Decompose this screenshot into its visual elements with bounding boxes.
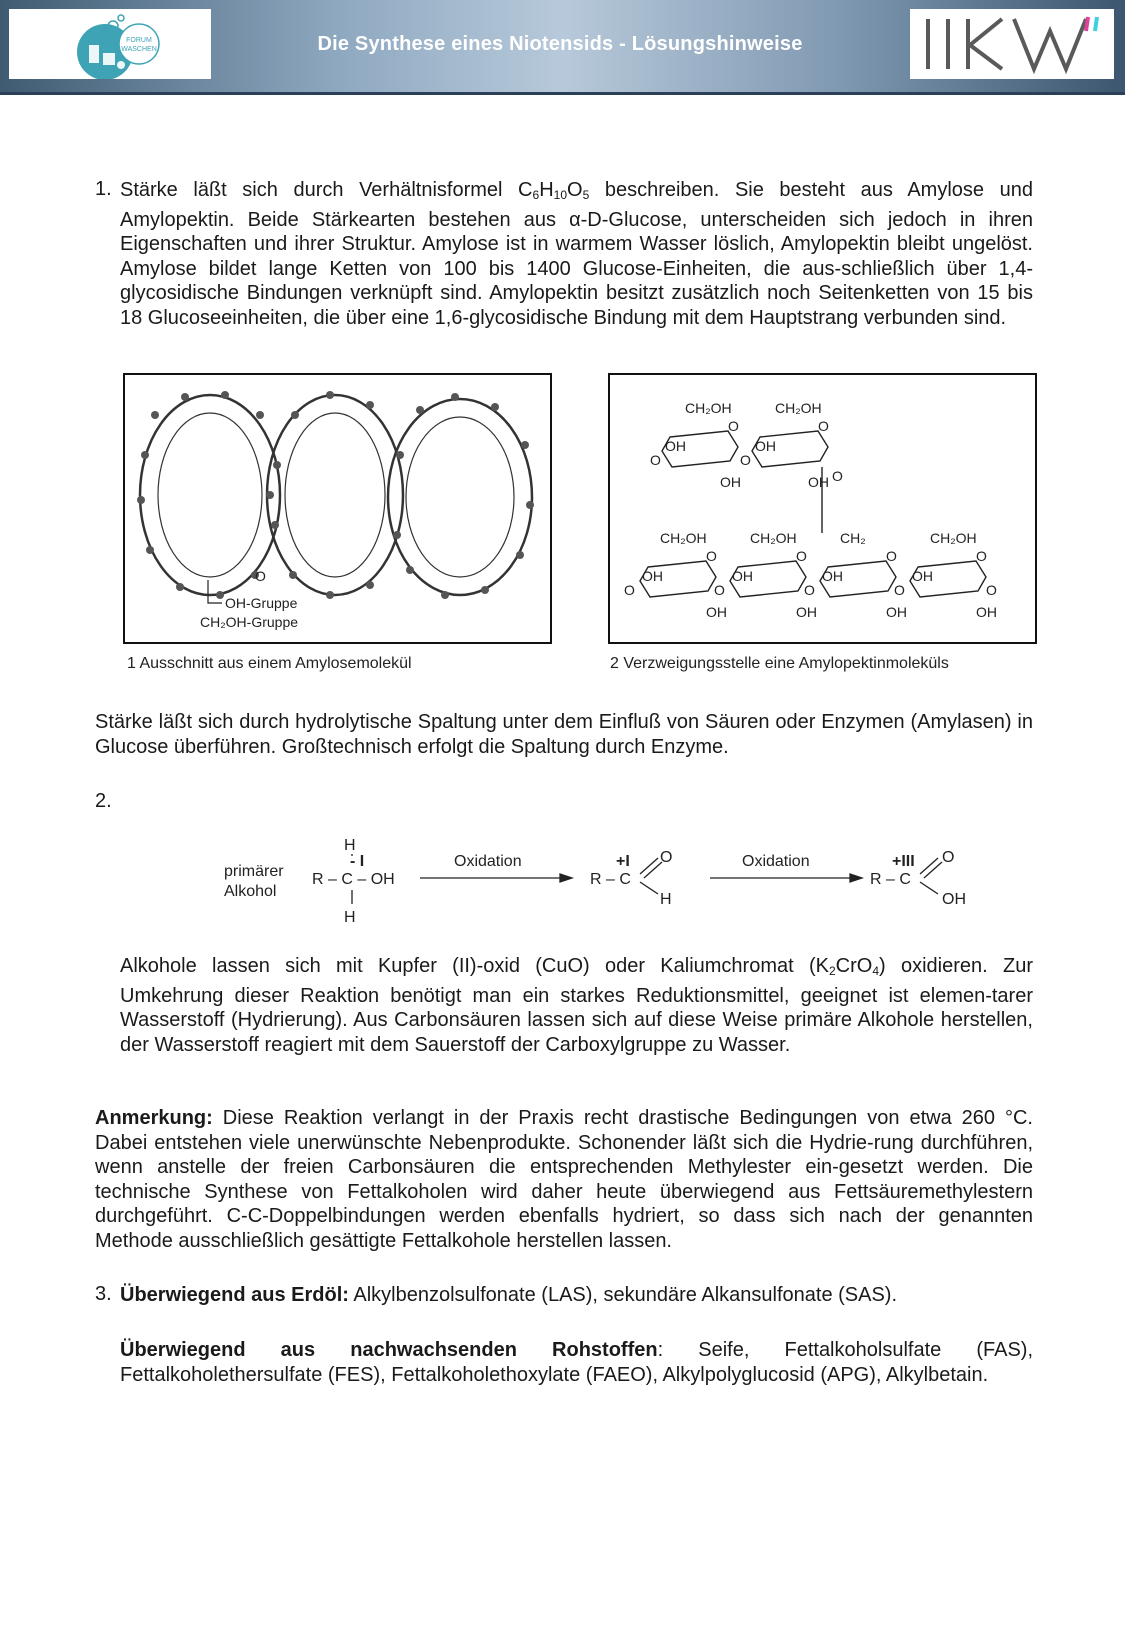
- ikw-logo: [910, 9, 1114, 79]
- note-label: Anmerkung:: [95, 1107, 213, 1129]
- fig2-o-8: O: [886, 548, 897, 564]
- amylose-helix-drawing: [140, 395, 532, 595]
- fig2-oh-4: OH: [808, 474, 829, 490]
- oxidation-reaction-scheme: [220, 828, 980, 928]
- fig1-label-ch2oh-gruppe: CH₂OH-Gruppe: [200, 614, 299, 630]
- fig2-o-9: O: [976, 548, 987, 564]
- fig1-label-o: O: [255, 568, 266, 584]
- fig2-o-12: O: [804, 582, 815, 598]
- figure-2-caption: 2 Verzweigungsstelle eine Amylopektinmoleküls: [610, 655, 949, 672]
- section-2-text-a: Alkohole lassen sich mit Kupfer (II)-oxid (CuO) oder Kaliumchromat (K: [120, 955, 829, 977]
- figure-amylose: [123, 373, 552, 644]
- page-title: Die Synthese eines Niotensids - Lösungshinweise: [317, 33, 803, 55]
- fig2-oh-12: OH: [976, 604, 997, 620]
- fig2-o-13: O: [894, 582, 905, 598]
- page-header: [0, 0, 1125, 95]
- fig2-o-2: O: [818, 418, 829, 434]
- k2cro4-sub-2: 2: [828, 964, 836, 978]
- section-3-petroleum: [120, 1283, 1033, 1308]
- section-2-text-c: ) oxidieren. Zur Umkehrung dieser Reaktion benötigt man ein starkes Reduktionsmittel, geeignet ist elemen-tarer Wasserstoff (Hydrierung). Aus Carbonsäuren lassen sich auf diese Weise primäre Alkohole herstellen, der Wasserstoff reagiert mit dem Sauerstoff der Carboxylgruppe zu Wasser.: [120, 955, 1034, 1056]
- section-1-number: 1.: [95, 178, 112, 200]
- formula-sub-5: 5: [582, 188, 590, 202]
- fig2-ch2oh-1: CH₂OH: [685, 400, 732, 416]
- fig2-ch2oh-5: CH₂OH: [930, 530, 977, 546]
- hydrolysis-text: Stärke läßt sich durch hydrolytische Spaltung unter dem Einfluß von Säuren oder Enzymen (Amylasen) in Glucose überführen. Großtechnisch erfolgt die Spaltung durch Enzyme.: [95, 711, 1033, 758]
- figure-amylopektin: [608, 373, 1037, 644]
- fig2-oh-9: OH: [706, 604, 727, 620]
- section-1-text-a: Stärke läßt sich durch Verhältnisformel C: [120, 179, 533, 201]
- section-3-text-renewable: : Seife, Fettalkoholsulfate (FAS), Fettalkoholethersulfate (FES), Fettalkoholethoxylate (FAEO), Alkylpolyglucosid (APG), Alkylbetain.: [120, 1339, 1034, 1386]
- formula-sub-10: 10: [553, 188, 567, 202]
- reaction-h-top: H: [344, 837, 356, 854]
- reaction-h-bottom: H: [344, 909, 356, 926]
- fig2-oh-5: OH: [642, 568, 663, 584]
- reaction-ox-state-minus1: - I: [350, 853, 365, 870]
- k2cro4-sub-4: 4: [872, 964, 880, 978]
- reaction-acid-o: O: [942, 849, 955, 866]
- fig2-oh-10: OH: [796, 604, 817, 620]
- reaction-label-primaer: primärer: [224, 863, 284, 880]
- section-3-label-petroleum: Überwiegend aus Erdöl:: [120, 1284, 349, 1306]
- figure-1-caption: 1 Ausschnitt aus einem Amylosemolekül: [127, 655, 412, 672]
- fig2-oh-2: OH: [755, 438, 776, 454]
- fig2-o-11: O: [714, 582, 725, 598]
- fig2-o-3: O: [650, 452, 661, 468]
- section-3-label-renewable: Überwiegend aus nachwachsenden Rohstoffen: [120, 1339, 658, 1361]
- fig2-oh-7: OH: [822, 568, 843, 584]
- reaction-aldehyde: R – C: [590, 871, 631, 888]
- fig2-o-4: O: [740, 452, 751, 468]
- section-2-text: [120, 954, 1033, 1057]
- fig2-oh-6: OH: [732, 568, 753, 584]
- section-1-text-b: beschreiben. Sie besteht aus Amylose und Amylopektin. Beide Stärkearten bestehen aus α-D-Glucose, unterscheiden sich jedoch in ihren Eigenschaften und ihrer Struktur. Amylose ist in warmem Wasser löslich, Amylopektin bleibt ungelöst. Amylose bildet lange Ketten von 100 bis 1400 Glucose-Einheiten, die aus-schließlich über 1,4-glycosidische Bindungen verknüpft sind. Amylopektin besitzt zusätzlich noch Seitenketten von 15 bis 18 Glucoseeinheiten, die über eine 1,6-glycosidische Bindung mit dem Hauptstrang verbunden sind.: [120, 179, 1033, 329]
- fig2-ch2: CH₂: [840, 530, 866, 546]
- fig1-label-oh-gruppe: OH-Gruppe: [225, 595, 298, 611]
- section-2-number: 2.: [95, 790, 112, 812]
- note-text: Diese Reaktion verlangt in der Praxis recht drastische Bedingungen von etwa 260 °C. Dabei entstehen viele unerwünschte Nebenprodukte. Schonender läßt sich die Hydrie-rung durchführen, wenn anstelle der freien Carbonsäuren die entsprechenden Methylester ein-gesetzt werden. Die technische Synthese von Fettalkoholen wird daher heute überwiegend aus Fettsäuremethylestern durchgeführt. C-C-Doppelbindungen werden ebenfalls hydriert, so dass sich nach der genannten Methode ausschließlich gesättigte Fettalkohole herstellen lassen.: [95, 1107, 1033, 1252]
- amylopektin-rings: [640, 431, 986, 597]
- fig2-oh-3: OH: [720, 474, 741, 490]
- fig2-oh-1: OH: [665, 438, 686, 454]
- formula-o: O: [567, 179, 583, 201]
- fig2-oh-11: OH: [886, 604, 907, 620]
- reaction-aldehyde-o: O: [660, 849, 673, 866]
- note-paragraph: [95, 1106, 1033, 1253]
- fig2-o-14: O: [986, 582, 997, 598]
- section-3-renewable: [120, 1338, 1033, 1387]
- reaction-aldehyde-h: H: [660, 891, 672, 908]
- formula-sub-6: 6: [532, 188, 540, 202]
- fig2-o-6: O: [706, 548, 717, 564]
- forum-waschen-logo: [9, 9, 211, 79]
- fig2-o-7: O: [796, 548, 807, 564]
- fig2-oh-8: OH: [912, 568, 933, 584]
- reaction-alcohol: R – C – OH: [312, 871, 395, 888]
- reaction-arrow-label-2: Oxidation: [742, 853, 810, 870]
- fig2-o-10: O: [624, 582, 635, 598]
- reaction-ox-state-plus3: +III: [892, 853, 915, 870]
- fig2-o-1: O: [728, 418, 739, 434]
- amylopektin-labels: [624, 400, 997, 620]
- logo-text-waschen: WASCHEN: [121, 46, 157, 53]
- section-1-text: [120, 178, 1033, 330]
- amylose-atoms: [137, 391, 534, 599]
- section-3-text-petroleum: Alkylbenzolsulfonate (LAS), sekundäre Alkansulfonate (SAS).: [348, 1284, 898, 1306]
- fig2-ch2oh-4: CH₂OH: [750, 530, 797, 546]
- fig2-ch2oh-2: CH₂OH: [775, 400, 822, 416]
- fig2-ch2oh-3: CH₂OH: [660, 530, 707, 546]
- reaction-acid: R – C: [870, 871, 911, 888]
- reaction-ox-state-plus1: +I: [616, 853, 630, 870]
- section-2-text-b: CrO: [835, 955, 873, 977]
- reaction-arrow-label-1: Oxidation: [454, 853, 522, 870]
- fig2-o-5: O: [832, 468, 843, 484]
- formula-h: H: [539, 179, 554, 201]
- logo-text-forum: FORUM: [126, 37, 152, 44]
- reaction-label-alkohol: Alkohol: [224, 883, 277, 900]
- section-3-number: 3.: [95, 1283, 112, 1305]
- reaction-acid-oh: OH: [942, 891, 966, 908]
